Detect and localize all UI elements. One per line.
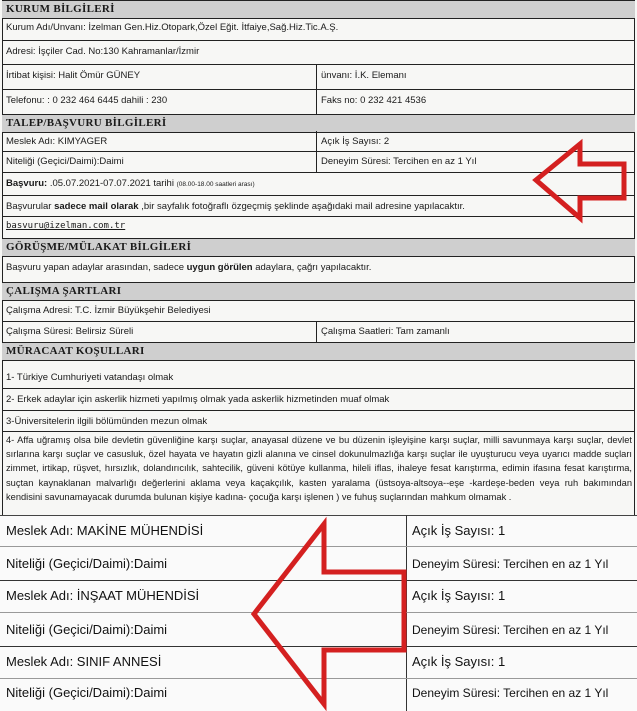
- mail-only-emphasis: sadece mail olarak: [54, 201, 139, 212]
- extra-job-title-1: Meslek Adı: MAKİNE MÜHENDİSİ: [6, 523, 204, 538]
- requirement-1: 1- Türkiye Cumhuriyeti vatandaşı olmak: [6, 372, 174, 383]
- extra-open-positions-2: Açık İş Sayısı: 1: [412, 588, 506, 603]
- application-email-link[interactable]: basvuru@izelman.com.tr: [6, 221, 126, 231]
- application-instructions: Başvurular sadece mail olarak ,bir sayfalık fotoğraflı özgeçmiş şeklinde aşağıdaki mail adresine yapılacaktır.: [6, 201, 465, 212]
- extra-job-title-3: Meslek Adı: SINIF ANNESİ: [6, 654, 162, 669]
- work-address: Çalışma Adresi: T.C. İzmir Büyükşehir Belediyesi: [6, 305, 211, 316]
- section-header-kurum: KURUM BİLGİLERİ: [2, 0, 635, 19]
- job-title: Meslek Adı: KIMYAGER: [6, 136, 108, 147]
- work-duration: Çalışma Süresi: Belirsiz Süreli: [6, 326, 134, 337]
- requirement-2: 2- Erkek adaylar için askerlik hizmeti yapılmış olmak yada askerlik hizmetinden muaf olmak: [6, 394, 390, 405]
- experience: Deneyim Süresi: Tercihen en az 1 Yıl: [321, 156, 477, 167]
- extra-job-type-2: Niteliği (Geçici/Daimi):Daimi: [6, 622, 168, 637]
- extra-experience-2: Deneyim Süresi: Tercihen en az 1 Yıl: [412, 623, 609, 637]
- requirement-3: 3-Üniversitelerin ilgili bölümünden mezun olmak: [6, 416, 208, 427]
- requirement-4: 4- Affa uğramış olsa bile devletin güvenliğine karşı suçlar, anayasal düzene ve bu düzenin işleyişine karşı suçlar, milli savunmaya karşı suçlar, devlet sırlarına karşı suçlar ve casusluk, özel hayata ve hayatın gizli alanına ve cinsel dokunulmazlığa karşı suçlar ile uyuşturucu veya uyarıcı madde suçları zimmet, irtikap, rüşvet, hırsızlık, dolandırıcılık, sahtecilik, güveni kötüye kullanma, hileli iflas, ihaleye fesat karıştırma, edimin ifasına fesat karıştırma, suçtan kaynaklanan malvarlığı değerlerini aklama veya kaçakçılık, kasten yaralama (üstsoya-altsoya--eşe -kardeşe-beden veya ruh bakımından kendisini savunamayacak durumda bulunan kişiye kadına- çocuğa karşı işlenen ) ve fuhuş suçlarından mahkum olmamak .: [6, 435, 632, 502]
- section-header-gorusme: GÖRÜŞME/MÜLAKAT BİLGİLERİ: [2, 238, 635, 257]
- frame-left: [2, 0, 3, 515]
- contact-title: ünvanı: İ.K. Elemanı: [321, 70, 407, 81]
- application-date-range: .05.07.2021-07.07.2021 tarihi: [47, 178, 177, 189]
- application-dates: [6, 177, 255, 192]
- extra-experience-1: Deneyim Süresi: Tercihen en az 1 Yıl: [412, 557, 609, 571]
- left-arrow-annotation-bottom: [250, 518, 408, 708]
- open-positions: Açık İş Sayısı: 2: [321, 136, 390, 147]
- section-header-muracaat: MÜRACAAT KOŞULLARI: [2, 342, 635, 361]
- application-hours: (08.00-18.00 saatleri arası): [176, 181, 255, 188]
- kurum-name: Kurum Adı/Unvanı: İzelman Gen.Hiz.Otopark,Özel Eğit. İtfaiye,Sağ.Hiz.Tic.A.Ş.: [6, 22, 339, 33]
- frame-right: [634, 0, 635, 515]
- interview-info: Başvuru yapan adaylar arasından, sadece uygun görülen adaylara, çağrı yapılacaktır.: [6, 262, 372, 273]
- extra-open-positions-3: Açık İş Sayısı: 1: [412, 654, 506, 669]
- extra-job-type-1: Niteliği (Geçici/Daimi):Daimi: [6, 556, 168, 571]
- phone: Telefonu: : 0 232 464 6445 dahili : 230: [6, 95, 168, 106]
- section-header-calisma: ÇALIŞMA ŞARTLARI: [2, 282, 635, 301]
- extra-job-title-2: Meslek Adı: İNŞAAT MÜHENDİSİ: [6, 588, 200, 603]
- application-label: Başvuru:: [6, 178, 48, 189]
- left-arrow-annotation-top: [530, 140, 630, 222]
- extra-experience-3: Deneyim Süresi: Tercihen en az 1 Yıl: [412, 686, 609, 700]
- section-header-talep: TALEP/BAŞVURU BİLGİLERİ: [2, 114, 635, 133]
- fax: Faks no: 0 232 421 4536: [321, 95, 427, 106]
- work-hours: Çalışma Saatleri: Tam zamanlı: [321, 326, 450, 337]
- contact-person: İrtibat kişisi: Halit Ömür GÜNEY: [6, 70, 141, 81]
- extra-open-positions-1: Açık İş Sayısı: 1: [412, 523, 506, 538]
- extra-job-type-3: Niteliği (Geçici/Daimi):Daimi: [6, 685, 168, 700]
- job-type: Niteliği (Geçici/Daimi):Daimi: [6, 156, 124, 167]
- kurum-address: Adresi: İşçiler Cad. No:130 Kahramanlar/İzmir: [6, 46, 200, 57]
